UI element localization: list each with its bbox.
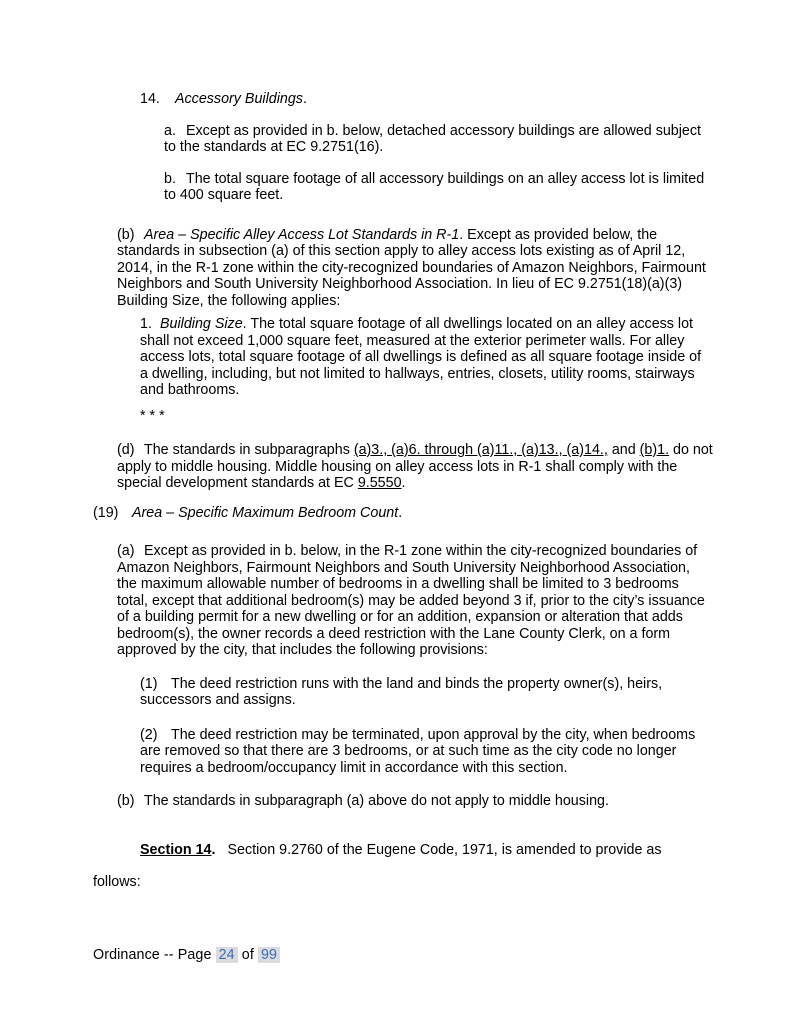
footer-page-number-field: 24 — [216, 947, 238, 963]
para-19a-marker: (a) — [117, 543, 135, 559]
para-d-middle-housing — [117, 442, 713, 492]
para-19b-text: The standards in subparagraph (a) above do not apply to middle housing. — [144, 793, 609, 809]
footer-of-label: of — [241, 946, 254, 963]
section-14-continuation: follows: — [93, 874, 141, 890]
section-14-heading: Section 14 — [140, 841, 212, 858]
para-19b-paragraph — [117, 793, 713, 810]
section-14-heading-line — [93, 842, 713, 859]
para-d-underlined-ec-ref: 9.5550 — [357, 475, 402, 491]
footer-total-pages-field: 99 — [258, 947, 280, 963]
para-19a1-paragraph — [140, 676, 713, 709]
para-19-title: Area – Specific Maximum Bedroom Count — [132, 504, 399, 521]
item-14a-paragraph — [164, 123, 713, 156]
item-14-title: Accessory Buildings — [175, 91, 303, 107]
para-d-mid-2: do not apply to middle housing. Middle housing on alley access lots in R-1 shall comply with the special development standards at EC — [117, 442, 713, 491]
para-d-lead: The standards in subparagraphs — [144, 442, 354, 458]
asterisk-separator: * * * — [140, 407, 165, 424]
para-b-alley-access-standards — [117, 227, 713, 310]
item-14a-marker: a. — [164, 122, 176, 139]
para-19a1-text: The deed restriction runs with the land and binds the property owner(s), heirs, successors and assigns. — [140, 675, 663, 708]
item-14b-text: The total square footage of all accessory buildings on an alley access lot is limited to 400 square feet. — [164, 170, 705, 203]
item-14-marker: 14. — [140, 91, 160, 107]
para-d-tail: . — [401, 475, 406, 491]
item-14b-marker: b. — [164, 170, 176, 187]
para-d-underlined-refs-2: (b)1. — [639, 442, 670, 458]
page-footer — [93, 947, 713, 964]
para-d-marker: (d) — [117, 442, 135, 458]
para-19a2-paragraph — [140, 727, 713, 777]
section-14-heading-period: . — [211, 841, 216, 858]
para-d-mid-1: and — [607, 442, 640, 458]
section-14-text: Section 9.2760 of the Eugene Code, 1971, is amended to provide as — [227, 841, 662, 858]
para-b-text: . Except as provided below, the standards in subsection (a) of this section apply to alley access lots existing as of April 12, 2014, in the R-1 zone within the city-recognized boundaries of Amazon Neighbors, Fairmount Neighbors and South University Neighborhood Association. In lieu of EC 9.2751(18)(a)(3) Building Size, the following applies: — [117, 226, 706, 309]
footer-label: Ordinance -- Page — [93, 946, 212, 963]
item-14a-text: Except as provided in b. below, detached accessory buildings are allowed subject to the standards at EC 9.2751(16). — [164, 122, 701, 155]
para-19a1-marker: (1) — [140, 675, 158, 692]
para-19a2-marker: (2) — [140, 726, 158, 743]
ordinance-page — [93, 0, 713, 963]
para-19-title-period: . — [398, 504, 403, 521]
para-19a-text: Except as provided in b. below, in the R-1 zone within the city-recognized boundaries of Amazon Neighbors, Fairmount Neighbors and South University Neighborhood Association, the maximum allowable number of bedrooms in a dwelling shall be limited to 3 bedrooms total, except that additional bedroom(s) may be added beyond 3 if, prior to the city’s issuance of a building permit for a new dwelling or for an addition, expansion or alteration that adds bedroom(s), the owner records a deed restriction with the Lane County Clerk, on a form approved by the city, that includes the following provisions: — [117, 543, 705, 658]
item-1-building-size — [140, 316, 713, 399]
item-1-marker: 1. — [140, 316, 152, 332]
item-14b-paragraph — [164, 171, 713, 204]
item-14-title-period: . — [302, 91, 307, 107]
item-1-lead-italic: Building Size — [160, 316, 243, 332]
para-d-underlined-refs-1: (a)3., (a)6. through (a)11., (a)13., (a)14., — [353, 442, 608, 458]
item-1-text: . The total square footage of all dwellings located on an alley access lot shall not exceed 1,000 square feet, measured at the exterior perimeter walls. For alley access lots, total square footage of all dwellings is defined as all square footage inside of a dwelling, including, but not limited to hallways, entries, closets, utility rooms, stairways and bathrooms. — [140, 316, 702, 398]
para-19-marker: (19) — [93, 504, 119, 521]
para-19b-marker: (b) — [117, 793, 135, 809]
para-19a-paragraph — [117, 543, 713, 659]
para-19a2-text: The deed restriction may be terminated, upon approval by the city, when bedrooms are removed so that there are 3 bedrooms, or at such time as the city code no longer requires a bedroom/occupancy limit in accordance with this section. — [140, 726, 696, 776]
para-b-marker: (b) — [117, 226, 135, 243]
para-19-heading — [93, 505, 713, 522]
item-14-accessory-buildings — [140, 91, 713, 108]
para-b-lead-italic: Area – Specific Alley Access Lot Standards in R-1 — [144, 226, 460, 243]
